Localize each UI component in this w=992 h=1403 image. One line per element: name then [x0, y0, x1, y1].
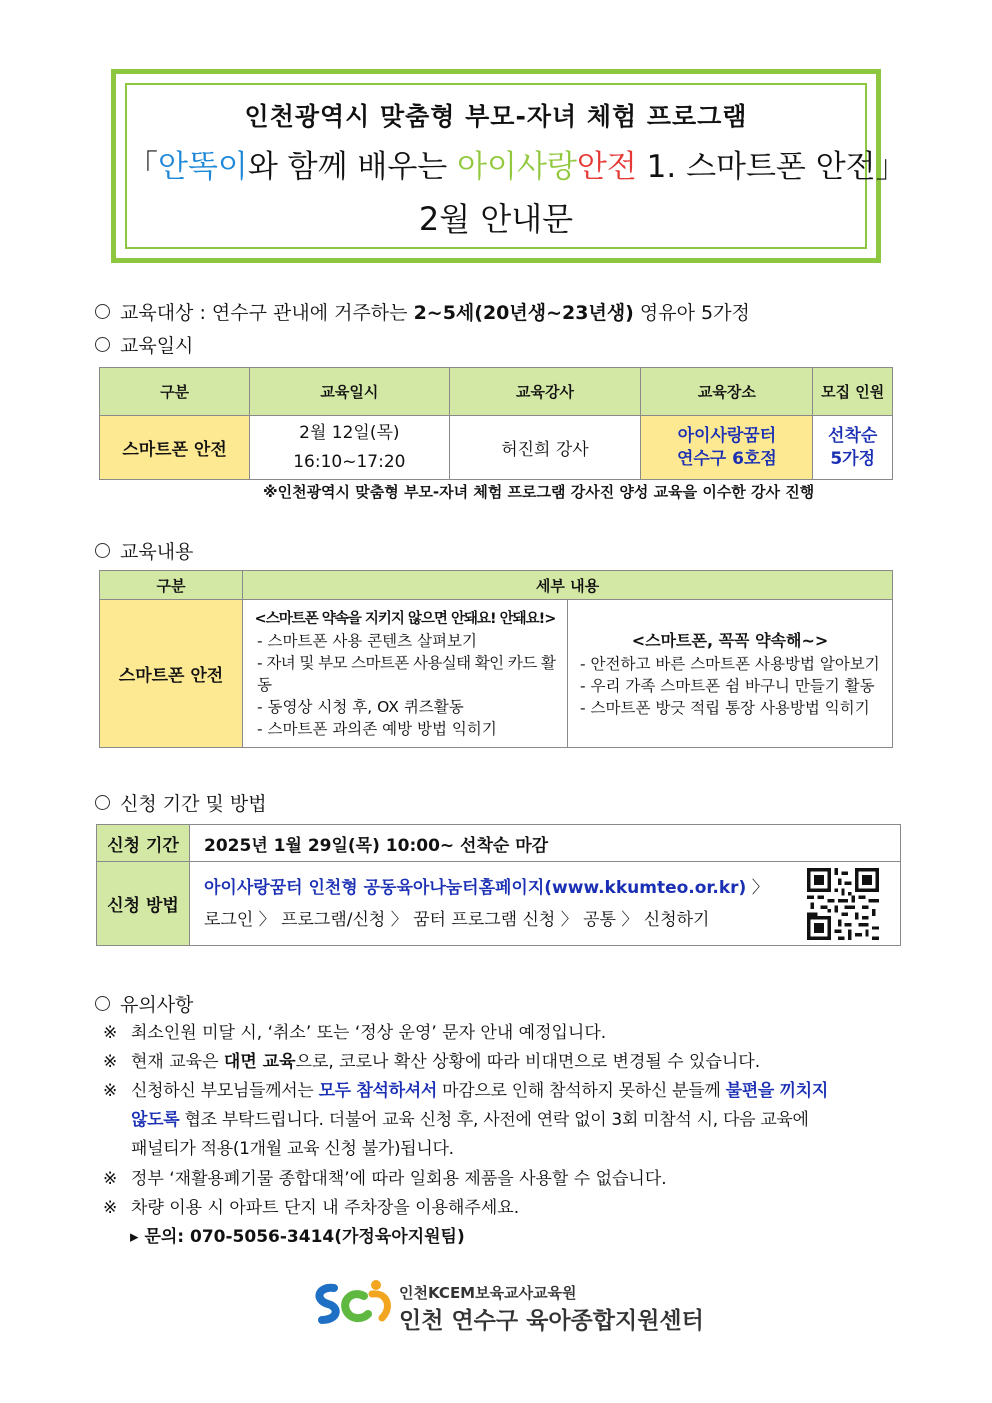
note-item-4 [103, 1165, 903, 1194]
bullet-circle-icon [95, 304, 110, 319]
schedule-header-date: 교육일시 [250, 368, 449, 416]
note-line [131, 1106, 903, 1135]
note-mark: ※ [103, 1023, 118, 1043]
schedule-header-place: 교육장소 [641, 368, 813, 416]
content-category: 스마트폰 안전 [100, 600, 243, 748]
list-item: - 스마트폰 과의존 예방 방법 익히기 [257, 720, 497, 738]
title-line2 [127, 141, 907, 186]
target-label: 교육대상 : 연수구 관내에 거주하는 [120, 302, 414, 324]
content-header-category: 구분 [100, 571, 243, 600]
schedule-table [99, 367, 893, 480]
note-mark: ※ [103, 1081, 118, 1101]
list-item: - 스마트폰 방긋 적립 통장 사용방법 익히기 [580, 699, 870, 717]
target-line [95, 298, 750, 325]
apply-method-label: 신청 방법 [97, 862, 190, 946]
note-text [131, 1077, 903, 1164]
apply-heading [95, 789, 267, 816]
content-right-title: <스마트폰, 꼭꼭 약속해~> [631, 631, 829, 650]
note-emphasis: 않도록 [131, 1110, 180, 1130]
schedule-heading-label: 교육일시 [120, 335, 194, 357]
note-mark: ※ [103, 1169, 118, 1189]
title-line1: 인천광역시 맞춤형 부모-자녀 체험 프로그램 [244, 102, 748, 131]
title-bracket-open: 「 [127, 149, 158, 185]
schedule-header-capacity: 모집 인원 [813, 368, 893, 416]
schedule-date: 2월 12일(목) [299, 422, 400, 443]
apply-method-line2: 로그인 〉 프로그램/신청 〉 꿈터 프로그램 신청 〉 공통 〉 신청하기 [204, 909, 710, 930]
notes-heading [95, 990, 193, 1017]
note-item-5 [103, 1194, 903, 1223]
note-text-part: 현재 교육은 [131, 1052, 224, 1072]
content-table [99, 570, 893, 748]
schedule-row [100, 416, 893, 480]
content-right-cell [568, 600, 893, 748]
notes-heading-label: 유의사항 [120, 994, 194, 1016]
note-emphasis: 대면 교육 [223, 1052, 296, 1072]
schedule-place-line2: 연수구 6호점 [676, 448, 777, 469]
instructor-note: ※인천광역시 맞춤형 부모-자녀 체험 프로그램 강사진 양성 교육을 이수한 강사 진행 [263, 483, 815, 501]
list-item: - 우리 가족 스마트폰 쉼 바구니 만들기 활동 [580, 677, 875, 695]
schedule-header-category: 구분 [100, 368, 250, 416]
schedule-capacity-line1: 선착순 [828, 425, 878, 446]
schedule-header-instructor: 교육강사 [449, 368, 641, 416]
schedule-datetime [250, 416, 449, 480]
title-line3: 2월 안내문 [418, 200, 574, 238]
note-text: 차량 이용 시 아파트 단지 내 주차장을 이용해주세요. [131, 1198, 520, 1218]
title-inner [125, 83, 907, 249]
content-left-list [243, 630, 567, 740]
center-logo-icon [312, 1278, 394, 1330]
content-header-detail: 세부 내용 [243, 571, 893, 600]
bullet-circle-icon [95, 543, 110, 558]
schedule-place-line1: 아이사랑꿈터 [677, 425, 777, 446]
note-text: 정부 ‘재활용폐기물 종합대책’에 따라 일회용 제품을 사용할 수 없습니다. [131, 1169, 667, 1189]
footer-org-line2: 인천 연수구 육아종합지원센터 [399, 1308, 704, 1334]
note-emphasis: 불편을 끼치지 [725, 1081, 828, 1101]
note-text: 최소인원 미달 시, ‘취소’ 또는 ‘정상 운영’ 문자 안내 예정입니다. [131, 1023, 607, 1043]
note-text-part: 신청하신 부모님들께서는 [131, 1081, 319, 1101]
target-age: 2~5세(20년생~23년생) [413, 302, 634, 324]
schedule-heading [95, 331, 193, 358]
apply-method-row [97, 862, 901, 946]
apply-heading-label: 신청 기간 및 방법 [120, 793, 267, 815]
title-smartphone: 1. 스마트폰 안전」 [636, 149, 907, 185]
schedule-capacity [813, 416, 893, 480]
apply-period-row [97, 825, 901, 862]
apply-method-line1-tail: 〉 [746, 877, 769, 898]
note-line: 패널티가 적용(1개월 교육 신청 불가)됩니다. [131, 1139, 454, 1159]
apply-table [96, 824, 901, 946]
note-mark: ※ [103, 1052, 118, 1072]
footer-org-line1: 인천KCEM보육교사교육원 [399, 1284, 577, 1302]
apply-method-cell [190, 862, 901, 946]
schedule-category: 스마트폰 안전 [100, 416, 250, 480]
content-left-cell [243, 600, 568, 748]
bullet-circle-icon [95, 795, 110, 810]
list-item: - 안전하고 바른 스마트폰 사용방법 알아보기 [580, 655, 880, 673]
bullet-circle-icon [95, 996, 110, 1011]
note-mark: ※ [103, 1198, 118, 1218]
target-tail: 영유아 5가정 [633, 302, 750, 324]
list-item: - 자녀 및 부모 스마트폰 사용실태 확인 카드 활동 [257, 654, 556, 694]
qr-code-icon[interactable] [802, 868, 884, 940]
content-header-row [100, 571, 893, 600]
content-right-list [568, 653, 892, 719]
contact-info: ▸ 문의: 070-5056-3414(가정육아지원팀) [130, 1227, 465, 1247]
schedule-header-row [100, 368, 893, 416]
bullet-circle-icon [95, 337, 110, 352]
schedule-place [641, 416, 813, 480]
note-text-part: 으로, 코로나 확산 상황에 따라 비대면으로 변경될 수 있습니다. [295, 1052, 761, 1072]
content-left-title: <스마트폰 약속을 지키지 않으면 안돼요! 안돼요!> [254, 611, 556, 627]
note-text-part: 마감으로 인해 참석하지 못하신 분들께 [437, 1081, 726, 1101]
note-item-3 [103, 1077, 903, 1165]
title-aisarang: 아이사랑 [457, 149, 577, 185]
schedule-instructor: 허진희 강사 [449, 416, 641, 480]
note-text-part: 협조 부탁드립니다. 더불어 교육 신청 후, 사전에 연락 없이 3회 미참석 시, 다음 교육에 [179, 1110, 809, 1130]
apply-period-label: 신청 기간 [97, 825, 190, 862]
note-item-1 [103, 1019, 903, 1048]
apply-period-value: 2025년 1월 29일(목) 10:00~ 선착순 마감 [190, 825, 901, 862]
note-line [131, 1077, 903, 1106]
title-box [111, 69, 907, 263]
note-emphasis: 모두 참석하셔서 [318, 1081, 438, 1101]
list-item: - 동영상 시청 후, OX 퀴즈활동 [257, 698, 464, 716]
title-with: 와 함께 배우는 [247, 149, 458, 185]
list-item: - 스마트폰 사용 콘텐츠 살펴보기 [257, 632, 477, 650]
content-heading-label: 교육내용 [120, 541, 194, 563]
title-andongi: 안똑이 [158, 149, 248, 185]
note-text [131, 1048, 903, 1077]
content-row [100, 600, 893, 748]
title-anjeon: 안전 [576, 149, 637, 185]
apply-website-link[interactable]: 아이사랑꿈터 인천형 공동육아나눔터홈페이지(www.kkumteo.or.kr) [204, 877, 747, 898]
schedule-capacity-line2: 5가정 [830, 448, 876, 469]
schedule-time: 16:10~17:20 [293, 451, 406, 472]
content-heading [95, 537, 193, 564]
note-item-2 [103, 1048, 903, 1077]
apply-method-line1 [204, 872, 900, 904]
